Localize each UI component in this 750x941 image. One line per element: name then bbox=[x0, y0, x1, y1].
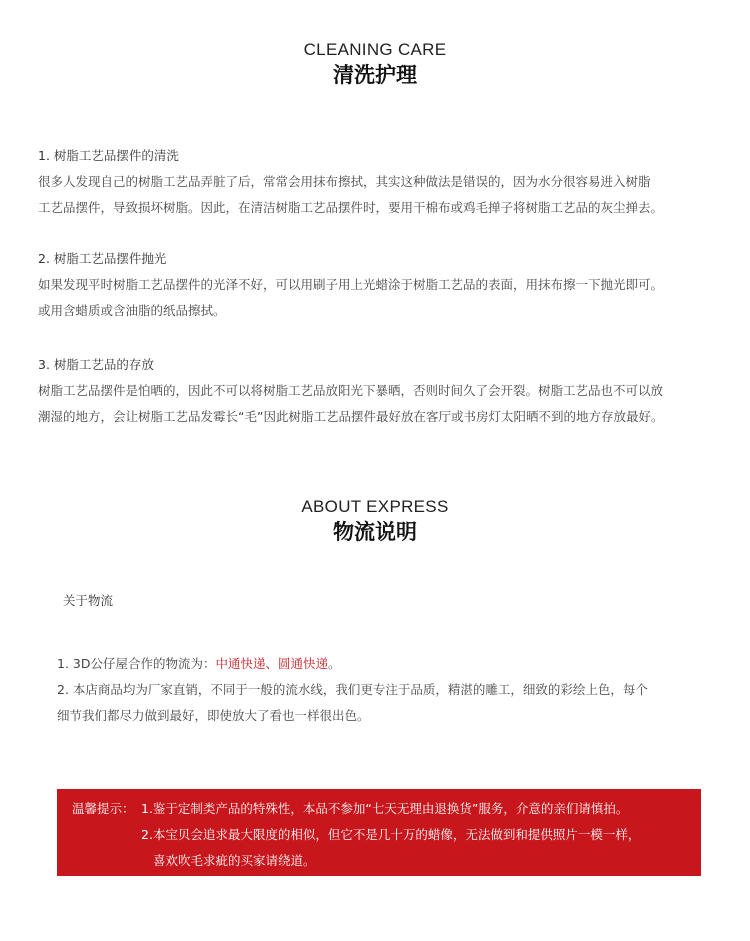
cleaning-item-title: 1. 树脂工艺品摆件的清洗 bbox=[38, 148, 179, 163]
cleaning-care-en-title: CLEANING CARE bbox=[303, 40, 447, 59]
express-item-2-line-1: 2. 本店商品均为厂家直销，不同于一般的流水线，我们更专注于品质，精湛的雕工，细致的彩绘上色，每个 bbox=[57, 682, 648, 697]
notice-line-2: 2.本宝贝会追求最大限度的相似，但它不是几十万的蜡像，无法做到和提供照片一模一样， bbox=[141, 827, 641, 842]
notice-line-3: 喜欢吹毛求疵的买家请绕道。 bbox=[153, 853, 316, 868]
express-subtitle: 关于物流 bbox=[63, 593, 114, 608]
express-item-1-prefix: 1. 3D公仔屋合作的物流为： bbox=[57, 656, 216, 671]
express-subtitle-block bbox=[63, 588, 750, 614]
cleaning-item-title: 3. 树脂工艺品的存放 bbox=[38, 357, 154, 372]
cleaning-care-zh-title: 清洗护理 bbox=[333, 63, 417, 87]
express-items bbox=[57, 651, 750, 729]
cleaning-item-text: 树脂工艺品摆件是怕晒的，因此不可以将树脂工艺品放阳光下暴晒，否则时间久了会开裂。树脂工艺品也不可以放 bbox=[38, 383, 664, 398]
cleaning-care-header bbox=[0, 40, 750, 89]
cleaning-item-text: 潮湿的地方，会让树脂工艺品发霉长“毛”因此树脂工艺品摆件最好放在客厅或书房灯太阳晒不到的地方存放最好。 bbox=[38, 409, 664, 424]
express-carriers: 中通快递、圆通快递 bbox=[215, 656, 328, 671]
cleaning-item-3 bbox=[38, 352, 738, 430]
cleaning-item-1 bbox=[38, 143, 738, 221]
about-express-zh-title: 物流说明 bbox=[333, 520, 417, 544]
warm-notice-box bbox=[57, 789, 701, 876]
cleaning-item-text: 很多人发现自己的树脂工艺品弄脏了后，常常会用抹布擦拭，其实这种做法是错误的，因为水分很容易进入树脂 bbox=[38, 174, 651, 189]
about-express-en-title: ABOUT EXPRESS bbox=[301, 497, 449, 516]
notice-label: 温馨提示： bbox=[72, 801, 135, 816]
express-item-2-line-2: 细节我们都尽力做到最好，即使放大了看也一样很出色。 bbox=[57, 708, 370, 723]
cleaning-item-text: 或用含蜡质或含油脂的纸品擦拭。 bbox=[38, 303, 226, 318]
cleaning-item-text: 如果发现平时树脂工艺品摆件的光泽不好，可以用刷子用上光蜡涂于树脂工艺品的表面，用抹布擦一下抛光即可。 bbox=[38, 277, 664, 292]
about-express-header bbox=[0, 497, 750, 546]
cleaning-item-title: 2. 树脂工艺品摆件抛光 bbox=[38, 251, 167, 266]
cleaning-item-2 bbox=[38, 246, 738, 324]
express-item-1 bbox=[57, 651, 750, 677]
notice-line-1: 1.鉴于定制类产品的特殊性，本品不参加“七天无理由退换货”服务，介意的亲们请慎拍。 bbox=[141, 801, 629, 816]
cleaning-item-text: 工艺品摆件，导致损坏树脂。因此，在清洁树脂工艺品摆件时，要用干棉布或鸡毛掸子将树脂工艺品的灰尘掸去。 bbox=[38, 200, 664, 215]
express-item-1-suffix: 。 bbox=[328, 656, 341, 671]
